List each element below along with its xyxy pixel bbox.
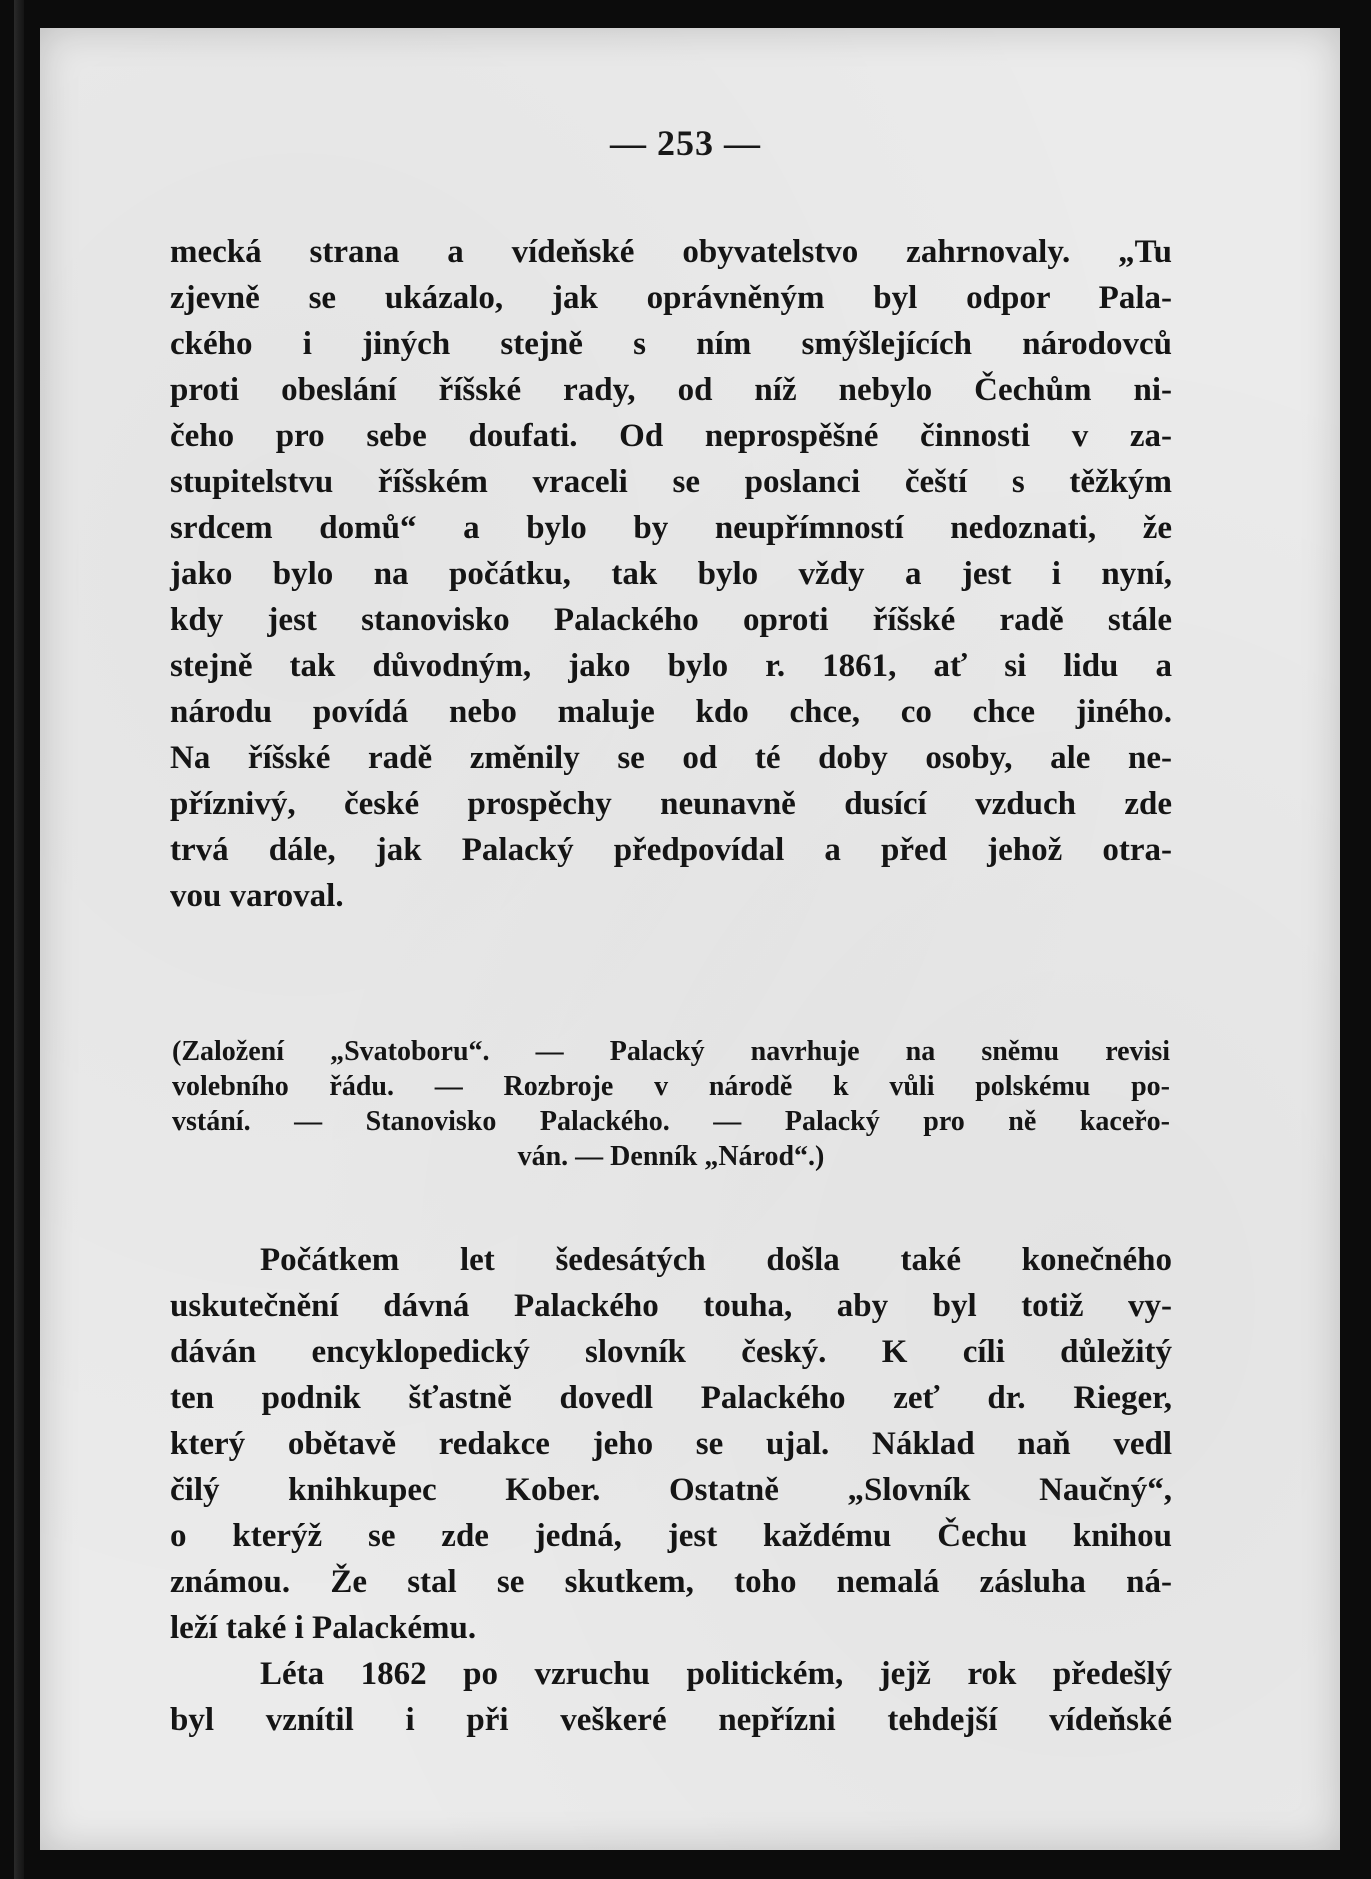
page-number: — 253 — xyxy=(610,123,761,163)
text-line: Počátkem let šedesátých došla také konečného xyxy=(260,1242,1172,1278)
text-line: známou. Že stal se skutkem, toho nemalá zásluha ná- xyxy=(170,1564,1172,1600)
text-line: stejně tak důvodným, jako bylo r. 1861, ať si lidu a xyxy=(170,648,1172,684)
chapter-summary xyxy=(172,1034,1170,1174)
text-line: ten podnik šťastně dovedl Palackého zeť dr. Rieger, xyxy=(170,1380,1172,1416)
text-line: stupitelstvu říšském vraceli se poslanci čeští s těžkým xyxy=(170,464,1172,500)
text-line: čeho pro sebe doufati. Od neprospěšné činnosti v za- xyxy=(170,418,1172,454)
paragraph-2 xyxy=(170,1237,1172,1651)
summary-line: vstání. — Stanovisko Palackého. — Palacký pro ně kaceřo- xyxy=(172,1106,1170,1137)
text-line: zjevně se ukázalo, jak oprávněným byl odpor Pala- xyxy=(170,280,1172,316)
text-line: mecká strana a vídeňské obyvatelstvo zahrnovaly. „Tu xyxy=(170,234,1172,270)
text-line: národu povídá nebo maluje kdo chce, co chce jiného. xyxy=(170,694,1172,730)
text-line: ckého i jiných stejně s ním smýšlejících národovců xyxy=(170,326,1172,362)
text-line: Na říšské radě změnily se od té doby osoby, ale ne- xyxy=(170,740,1172,776)
book-spine-edge xyxy=(14,0,24,1879)
text-line: příznivý, české prospěchy neunavně dusící vzduch zde xyxy=(170,786,1172,822)
text-line: jako bylo na počátku, tak bylo vždy a jest i nyní, xyxy=(170,556,1172,592)
text-line: čilý knihkupec Kober. Ostatně „Slovník Naučný“, xyxy=(170,1472,1172,1508)
text-line: dáván encyklopedický slovník český. K cíli důležitý xyxy=(170,1334,1172,1370)
text-line: proti obeslání říšské rady, od níž nebylo Čechům ni- xyxy=(170,372,1172,408)
text-line: vou varoval. xyxy=(170,878,344,914)
text-line: trvá dále, jak Palacký předpovídal a před jehož otra- xyxy=(170,832,1172,868)
summary-line: volebního řádu. — Rozbroje v národě k vůli polskému po- xyxy=(172,1071,1170,1102)
paragraph-3 xyxy=(170,1651,1172,1743)
text-line: Léta 1862 po vzruchu politickém, jejž rok předešlý xyxy=(260,1656,1172,1692)
summary-line: (Založení „Svatoboru“. — Palacký navrhuje na sněmu revisi xyxy=(172,1036,1170,1067)
summary-line: ván. — Denník „Národ“.) xyxy=(517,1141,825,1172)
text-line: o kterýž se zde jedná, jest každému Čechu knihou xyxy=(170,1518,1172,1554)
text-line: srdcem domů“ a bylo by neupřímností nedoznati, že xyxy=(170,510,1172,546)
text-line: byl vznítil i při veškeré nepřízni tehdejší vídeňské xyxy=(170,1702,1172,1738)
text-line: kdy jest stanovisko Palackého oproti říšské radě stále xyxy=(170,602,1172,638)
paragraph-1 xyxy=(170,229,1172,919)
text-line: uskutečnění dávná Palackého touha, aby byl totiž vy- xyxy=(170,1288,1172,1324)
text-line: který obětavě redakce jeho se ujal. Náklad naň vedl xyxy=(170,1426,1172,1462)
text-line: leží také i Palackému. xyxy=(170,1610,477,1646)
